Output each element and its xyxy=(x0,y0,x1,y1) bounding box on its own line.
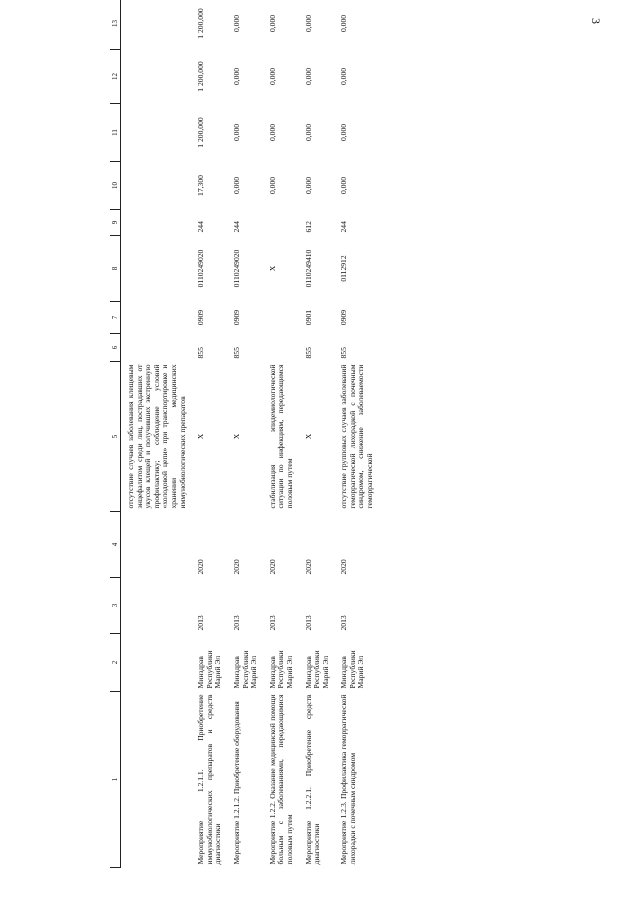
expense-code: 244 xyxy=(231,221,241,233)
start-year: 2013 xyxy=(303,615,313,631)
rotated-table-page xyxy=(110,0,600,868)
start-year: 2013 xyxy=(196,615,206,631)
expected-result: X xyxy=(231,433,241,440)
amount-col11: 0,000 xyxy=(339,123,349,142)
expense-code: 244 xyxy=(196,221,206,233)
expense-code: 244 xyxy=(339,221,349,233)
amount-col11: 0,000 xyxy=(231,123,241,142)
expected-result: X xyxy=(196,433,206,440)
table-row xyxy=(191,0,227,868)
continuation-row xyxy=(121,0,192,868)
amount-col10: 0,000 xyxy=(267,176,277,195)
end-year: 2020 xyxy=(339,559,349,575)
target-code: 0110249020 xyxy=(196,249,206,288)
section-code xyxy=(263,302,299,334)
table-row xyxy=(299,0,335,868)
program-activities-table xyxy=(110,0,379,868)
amount-col11: 0,000 xyxy=(267,123,277,142)
expected-result: отсутствие групповых случаев заболеваний геморрагической лихорадкой с почечным синдромом, снижение заболеваемости геморрагической xyxy=(339,364,375,509)
executor: Минздрав Республики Марий Эл xyxy=(267,650,294,689)
table-row xyxy=(263,0,299,868)
amount-col10: 0,000 xyxy=(339,176,349,195)
col-header: 9 xyxy=(110,210,121,236)
executor: Минздрав Республики Марий Эл xyxy=(303,650,330,689)
activity-name: Мероприятие 1.2.2.1. Приобретение средств диагностики xyxy=(303,694,322,865)
target-code: 0110249020 xyxy=(231,249,241,288)
amount-col13: 0,000 xyxy=(231,14,241,33)
col-header: 11 xyxy=(110,104,121,162)
col-header: 6 xyxy=(110,334,121,362)
section-code: 0909 xyxy=(231,309,241,326)
section-code: 0901 xyxy=(303,309,313,326)
expected-result: стабилизация эпидемиологической ситуации по инфекциям, передающимся половым путем xyxy=(267,364,294,509)
expected-result: X xyxy=(303,433,313,440)
activity-name: Мероприятие 1.2.1.2. Приобретение оборудования xyxy=(231,701,241,865)
col-header: 1 xyxy=(110,692,121,868)
amount-col13: 0,000 xyxy=(303,14,313,33)
end-year: 2020 xyxy=(231,559,241,575)
amount-col12: 0,000 xyxy=(267,67,277,86)
start-year: 2013 xyxy=(339,615,349,631)
grbs-code: 855 xyxy=(231,347,241,359)
executor: Минздрав Республики Марий Эл xyxy=(231,650,259,689)
amount-col12: 0,000 xyxy=(339,67,349,86)
expense-code xyxy=(263,210,299,236)
amount-col13: 0,000 xyxy=(339,14,349,33)
start-year: 2013 xyxy=(267,615,277,631)
target-code: 0112912 xyxy=(339,255,349,282)
result-text: отсутствие случаев заболевания клещевым энцефалитом среди лиц, пострадавших от укусов клещей и получивших экстренную профилактику; соблюдение условий «холодовой цепи» при транспортировке и хранении медицинских иммунобиологических препаратов xyxy=(126,364,187,509)
amount-col13: 0,000 xyxy=(267,14,277,33)
end-year: 2020 xyxy=(303,559,313,575)
amount-col12: 0,000 xyxy=(231,67,241,86)
grbs-code: 855 xyxy=(339,347,349,359)
executor: Минздрав Республики Марий Эл xyxy=(339,650,366,689)
amount-col13: 1 200,000 xyxy=(196,8,206,39)
col-header: 5 xyxy=(110,362,121,512)
col-header: 13 xyxy=(110,0,121,50)
amount-col10: 0,000 xyxy=(303,176,313,195)
activity-name: Мероприятие 1.2.3. Профилактика геморрагической лихорадки с почечным синдромом xyxy=(339,694,357,865)
amount-col12: 0,000 xyxy=(303,67,313,86)
section-code: 0909 xyxy=(339,309,349,326)
table-row xyxy=(334,0,378,868)
target-code: 0110249410 xyxy=(303,249,313,288)
col-header: 8 xyxy=(110,236,121,302)
expense-code: 612 xyxy=(303,221,313,233)
section-code: 0909 xyxy=(196,309,206,326)
page-number: 3 xyxy=(589,18,603,24)
end-year: 2020 xyxy=(267,559,277,575)
col-header: 7 xyxy=(110,302,121,334)
col-header: 2 xyxy=(110,634,121,692)
amount-col10: 17,300 xyxy=(196,175,206,196)
activity-name: Мероприятие 1.2.1.1. Приобретение иммунобиологических препаратов и средств диагностики xyxy=(196,694,223,865)
column-numbers-row xyxy=(110,0,121,868)
activity-name: Мероприятие 1.2.2. Оказание медицинской помощи больным с заболеваниями, передающимися половым путем xyxy=(267,694,294,865)
col-header: 3 xyxy=(110,578,121,634)
amount-col10: 0,000 xyxy=(231,176,241,195)
executor: Минздрав Республики Марий Эл xyxy=(196,650,223,689)
amount-col11: 0,000 xyxy=(303,123,313,142)
grbs-code: 855 xyxy=(303,347,313,359)
target-code: X xyxy=(267,265,277,272)
end-year: 2020 xyxy=(196,559,206,575)
col-header: 12 xyxy=(110,50,121,104)
start-year: 2013 xyxy=(231,615,241,631)
grbs-code xyxy=(263,334,299,362)
grbs-code: 855 xyxy=(196,347,206,359)
amount-col12: 1 200,000 xyxy=(196,61,206,92)
table-row xyxy=(227,0,263,868)
amount-col11: 1 200,000 xyxy=(196,117,206,148)
col-header: 4 xyxy=(110,512,121,578)
col-header: 10 xyxy=(110,162,121,210)
